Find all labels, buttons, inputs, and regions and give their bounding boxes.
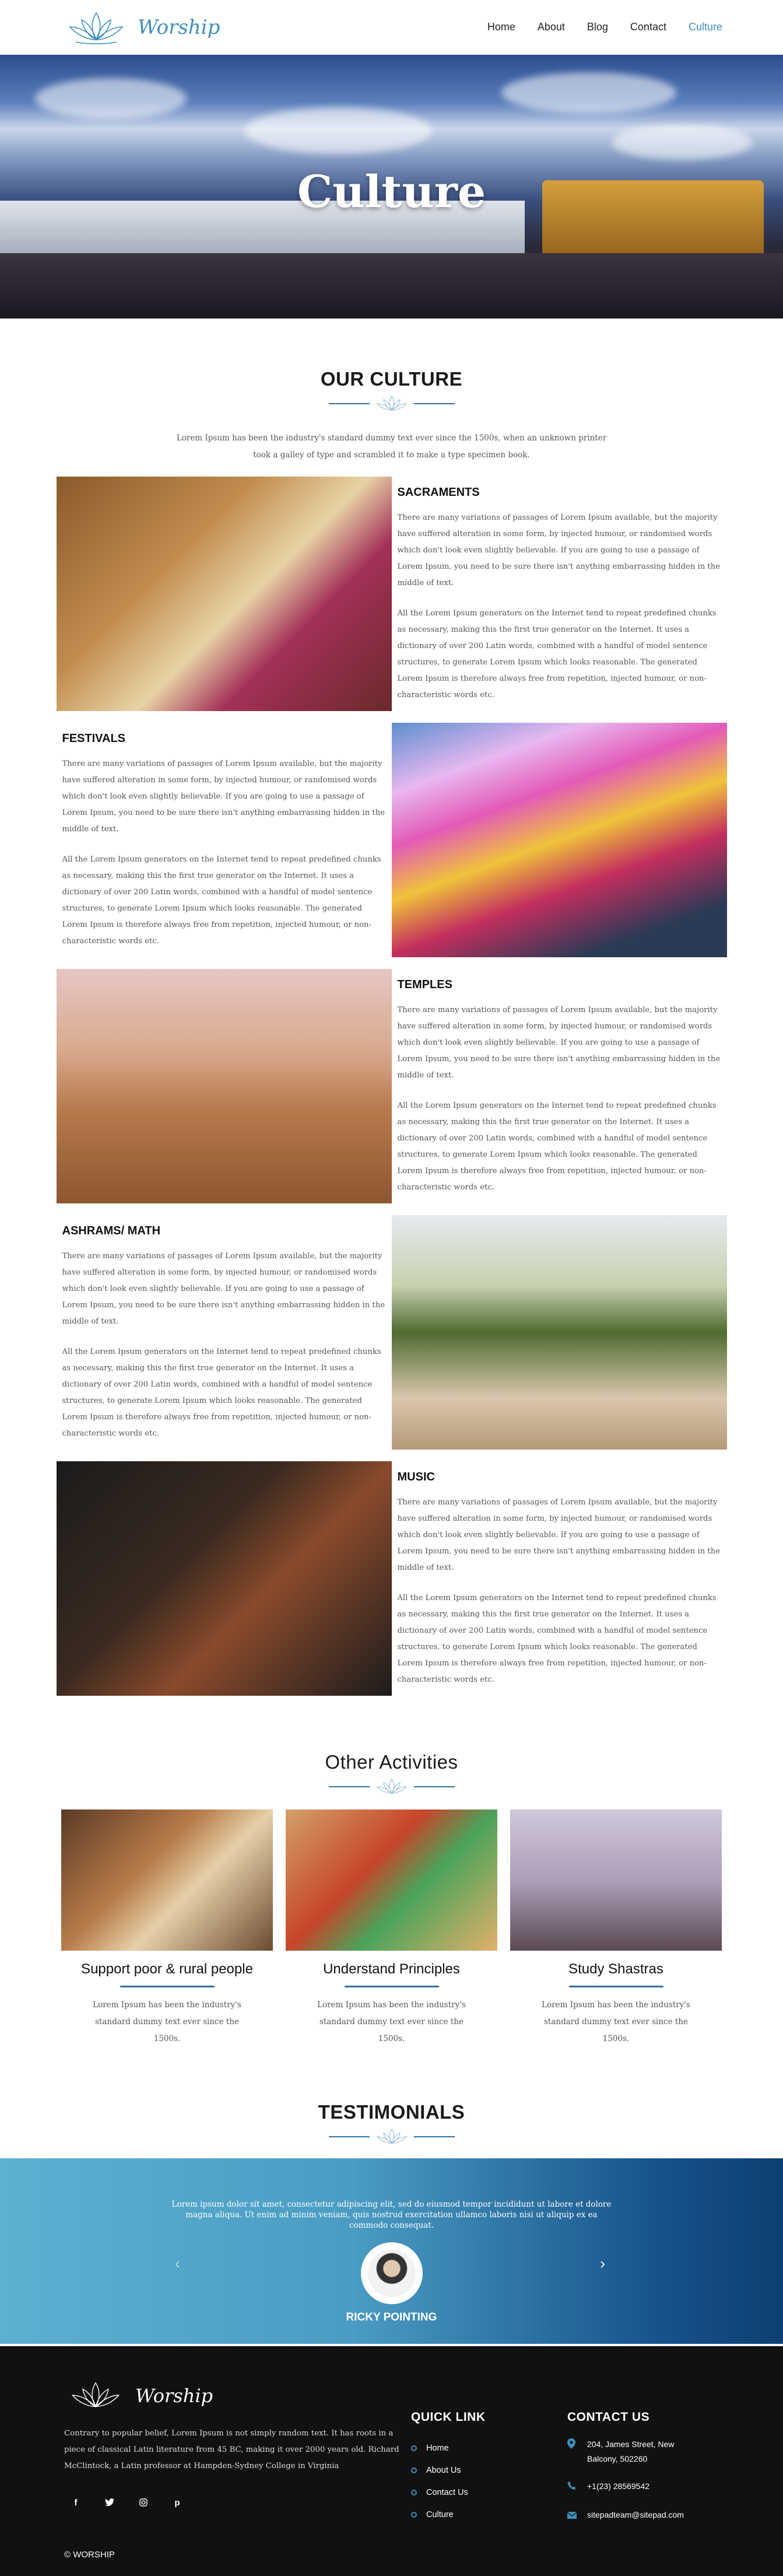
music-image	[57, 1461, 392, 1696]
email-text: sitepadteam@sitepad.com	[587, 2510, 684, 2519]
activity-underline	[569, 1986, 663, 1987]
section-title: Other Activities	[325, 1751, 458, 1773]
instagram-icon[interactable]	[132, 2491, 155, 2514]
section-title: OUR CULTURE	[320, 368, 463, 390]
lotus-divider	[0, 2127, 783, 2147]
activity-text: Lorem Ipsum has been the industry's standard dummy text ever since the 1500s.	[542, 2000, 690, 2043]
footer-link-culture[interactable]	[411, 2504, 567, 2526]
footer-contact	[567, 2379, 704, 2526]
culture-heading: TEMPLES	[397, 978, 452, 991]
footer-link-label: Contact Us	[426, 2488, 468, 2497]
footer-link-label: Home	[426, 2444, 449, 2453]
lotus-icon	[374, 394, 409, 414]
footer-link-label: About Us	[426, 2466, 461, 2475]
lotus-divider	[0, 1777, 783, 1797]
lotus-logo-icon	[64, 2379, 127, 2413]
culture-heading: MUSIC	[397, 1471, 435, 1483]
activity-title: Understand Principles	[323, 1961, 460, 1977]
mail-glyph	[567, 2512, 577, 2519]
twitter-icon[interactable]	[98, 2491, 121, 2514]
culture-paragraph: All the Lorem Ipsum generators on the Internet tend to repeat predefined chunks as necessary, making this the first true generator on the Internet. It uses a dictionary of over 200 Latin words, combined with a handful of model sentence structures, to generate Lorem Ipsum which looks reasonable. The generated Lorem Ipsum is therefore always free from repetition, injected humour, or non-characteristic words etc.	[397, 1101, 717, 1192]
site-header	[0, 0, 783, 55]
hero-banner	[0, 55, 783, 318]
hero-cloud	[245, 107, 431, 154]
activity-card[interactable]	[286, 1810, 497, 2048]
culture-paragraph: There are many variations of passages of Lorem Ipsum available, but the majority have suffered alteration in some form, by injected humour, or randomised words which don't look even slightly believable. If you are going to use a passage of Lorem Ipsum, you need to be sure there isn't anything embarrassing hidden in the middle of text.	[62, 760, 385, 834]
nav-about[interactable]: About	[537, 21, 565, 33]
culture-heading: SACRAMENTS	[397, 486, 480, 499]
pinterest-icon[interactable]: p	[174, 2497, 180, 2508]
brand-name: Worship	[138, 15, 220, 39]
map-pin-glyph	[567, 2438, 575, 2449]
culture-row-ashrams	[57, 1215, 727, 1450]
avatar	[361, 2242, 423, 2304]
testimonial-author: RICKY POINTING	[346, 2311, 437, 2323]
footer-brand-name: Worship	[135, 2385, 213, 2407]
footer-link-about[interactable]	[411, 2459, 567, 2482]
carousel-prev-icon[interactable]: ‹	[175, 2255, 180, 2272]
our-culture-section	[0, 318, 783, 1696]
map-pin-icon	[567, 2437, 578, 2466]
footer-link-home[interactable]	[411, 2437, 567, 2459]
bullet-icon	[411, 2512, 417, 2518]
activity-underline	[120, 1986, 215, 1987]
divider-line	[329, 1786, 370, 1787]
lotus-logo-icon	[61, 8, 132, 47]
culture-heading: ASHRAMS/ MATH	[62, 1224, 161, 1237]
other-activities-section	[0, 1707, 783, 2048]
social-links	[64, 2491, 411, 2514]
sacraments-image	[57, 477, 392, 711]
twitter-bird-glyph	[105, 2498, 114, 2507]
culture-paragraph: All the Lorem Ipsum generators on the Internet tend to repeat predefined chunks as necessary, making this the first true generator on the Internet. It uses a dictionary of over 200 Latin words, combined with a handful of model sentence structures, to generate Lorem Ipsum which looks reasonable. The generated Lorem Ipsum is therefore always free from repetition, injected humour, or non-characteristic words etc.	[397, 609, 717, 699]
bullet-icon	[411, 2468, 417, 2473]
hero-title: Culture	[297, 166, 486, 218]
footer-link-contact[interactable]	[411, 2482, 567, 2504]
ashrams-image	[392, 1215, 727, 1450]
activity-underline	[345, 1986, 439, 1987]
culture-paragraph: There are many variations of passages of Lorem Ipsum available, but the majority have suffered alteration in some form, by injected humour, or randomised words which don't look even slightly believable. If you are going to use a passage of Lorem Ipsum, you need to be sure there isn't anything embarrassing hidden in the middle of text.	[397, 513, 721, 587]
site-footer	[0, 2346, 783, 2576]
hero-cloud	[501, 72, 676, 113]
instagram-glyph	[139, 2498, 148, 2507]
nav-contact[interactable]: Contact	[630, 21, 666, 33]
culture-row-music	[57, 1461, 727, 1696]
main-nav	[487, 21, 722, 33]
divider-line	[414, 2136, 455, 2137]
mail-icon	[567, 2508, 578, 2524]
activity-image	[510, 1810, 722, 1951]
phone-text: +1(23) 28569542	[587, 2482, 650, 2491]
lotus-divider	[0, 394, 783, 414]
activity-image	[61, 1810, 273, 1951]
nav-culture[interactable]: Culture	[688, 21, 722, 33]
activity-card[interactable]	[61, 1810, 273, 2048]
contact-email[interactable]	[567, 2508, 704, 2524]
copyright: © WORSHIP	[64, 2550, 115, 2560]
culture-row-festivals	[57, 723, 727, 957]
nav-home[interactable]: Home	[487, 21, 515, 33]
culture-paragraph: There are many variations of passages of Lorem Ipsum available, but the majority have suffered alteration in some form, by injected humour, or randomised words which don't look even slightly believable. If you are going to use a passage of Lorem Ipsum, you need to be sure there isn't anything embarrassing hidden in the middle of text.	[397, 1006, 721, 1080]
phone-icon	[567, 2479, 578, 2495]
activity-title: Support poor & rural people	[81, 1961, 253, 1977]
footer-about	[64, 2379, 411, 2526]
activity-text: Lorem Ipsum has been the industry's standard dummy text ever since the 1500s.	[93, 2000, 241, 2043]
festivals-image	[392, 723, 727, 957]
lotus-icon	[374, 2127, 409, 2147]
avatar-photo	[368, 2249, 416, 2297]
culture-paragraph: There are many variations of passages of Lorem Ipsum available, but the majority have suffered alteration in some form, by injected humour, or randomised words which don't look even slightly believable. If you are going to use a passage of Lorem Ipsum, you need to be sure there isn't anything embarrassing hidden in the middle of text.	[397, 1498, 721, 1572]
culture-intro: Lorem Ipsum has been the industry's standard dummy text ever since the 1500s, when an unknown printer took a galley of type and scrambled it to make a type specimen book.	[176, 433, 607, 460]
nav-blog[interactable]: Blog	[587, 21, 608, 33]
bullet-icon	[411, 2490, 417, 2496]
footer-about-text: Contrary to popular belief, Lorem Ipsum is not simply random text. It has roots in a piece of classical Latin literature from 45 BC, making it over 2000 years old. Richard McClintock, a Latin professor at Hampden-Sydney College in Virginia	[64, 2429, 399, 2470]
address-text: 204, James Street, New Balcony, 502260	[587, 2440, 675, 2463]
footer-logo[interactable]	[64, 2379, 411, 2413]
testimonial-carousel	[0, 2158, 783, 2344]
culture-heading: FESTIVALS	[62, 732, 126, 745]
testimonials-section	[0, 2048, 783, 2344]
section-title: TESTIMONIALS	[318, 2101, 465, 2123]
activity-card[interactable]	[510, 1810, 722, 2048]
phone-glyph	[567, 2481, 577, 2490]
divider-line	[329, 403, 370, 404]
culture-paragraph: All the Lorem Ipsum generators on the Internet tend to repeat predefined chunks as necessary, making this the first true generator on the Internet. It uses a dictionary of over 200 Latin words, combined with a handful of model sentence structures, to generate Lorem Ipsum which looks reasonable. The generated Lorem Ipsum is therefore always free from repetition, injected humour, or non-characteristic words etc.	[62, 1348, 381, 1438]
culture-paragraph: All the Lorem Ipsum generators on the Internet tend to repeat predefined chunks as necessary, making this the first true generator on the Internet. It uses a dictionary of over 200 Latin words, combined with a handful of model sentence structures, to generate Lorem Ipsum which looks reasonable. The generated Lorem Ipsum is therefore always free from repetition, injected humour, or non-characteristic words etc.	[397, 1594, 717, 1684]
footer-link-label: Culture	[426, 2510, 454, 2519]
divider-line	[414, 1786, 455, 1787]
culture-paragraph: There are many variations of passages of Lorem Ipsum available, but the majority have suffered alteration in some form, by injected humour, or randomised words which don't look even slightly believable. If you are going to use a passage of Lorem Ipsum, you need to be sure there isn't anything embarrassing hidden in the middle of text.	[62, 1252, 385, 1326]
contact-address	[567, 2437, 704, 2466]
culture-row-sacraments	[57, 477, 727, 711]
culture-paragraph: All the Lorem Ipsum generators on the Internet tend to repeat predefined chunks as necessary, making this the first true generator on the Internet. It uses a dictionary of over 200 Latin words, combined with a handful of model sentence structures, to generate Lorem Ipsum which looks reasonable. The generated Lorem Ipsum is therefore always free from repetition, injected humour, or non-characteristic words etc.	[62, 855, 381, 946]
hero-cloud	[612, 125, 752, 160]
testimonial-quote: Lorem ipsum dolor sit amet, consectetur adipiscing elit, sed do eiusmod tempor incididunt ut labore et dolore magna aliqua. Ut enim ad minim veniam, quis nostrud exercitation ullamco laboris nisi ut aliquip ex ea commodo consequat.	[171, 2200, 612, 2230]
footer-heading: QUICK LINK	[411, 2410, 486, 2424]
contact-phone[interactable]	[567, 2479, 704, 2495]
facebook-icon[interactable]: f	[74, 2497, 78, 2508]
hero-cloud	[35, 78, 187, 119]
hero-water-reflection	[0, 253, 783, 318]
footer-heading: CONTACT US	[567, 2410, 650, 2424]
activity-title: Study Shastras	[568, 1961, 663, 1977]
footer-quick-links	[411, 2379, 567, 2526]
lotus-icon	[374, 1777, 409, 1797]
temples-image	[57, 969, 392, 1203]
carousel-next-icon[interactable]: ›	[600, 2255, 605, 2272]
activity-image	[286, 1810, 497, 1951]
activity-text: Lorem Ipsum has been the industry's standard dummy text ever since the 1500s.	[317, 2000, 466, 2043]
brand-logo[interactable]	[61, 8, 220, 47]
divider-line	[414, 403, 455, 404]
divider-line	[329, 2136, 370, 2137]
culture-row-temples	[57, 969, 727, 1203]
bullet-icon	[411, 2445, 417, 2451]
